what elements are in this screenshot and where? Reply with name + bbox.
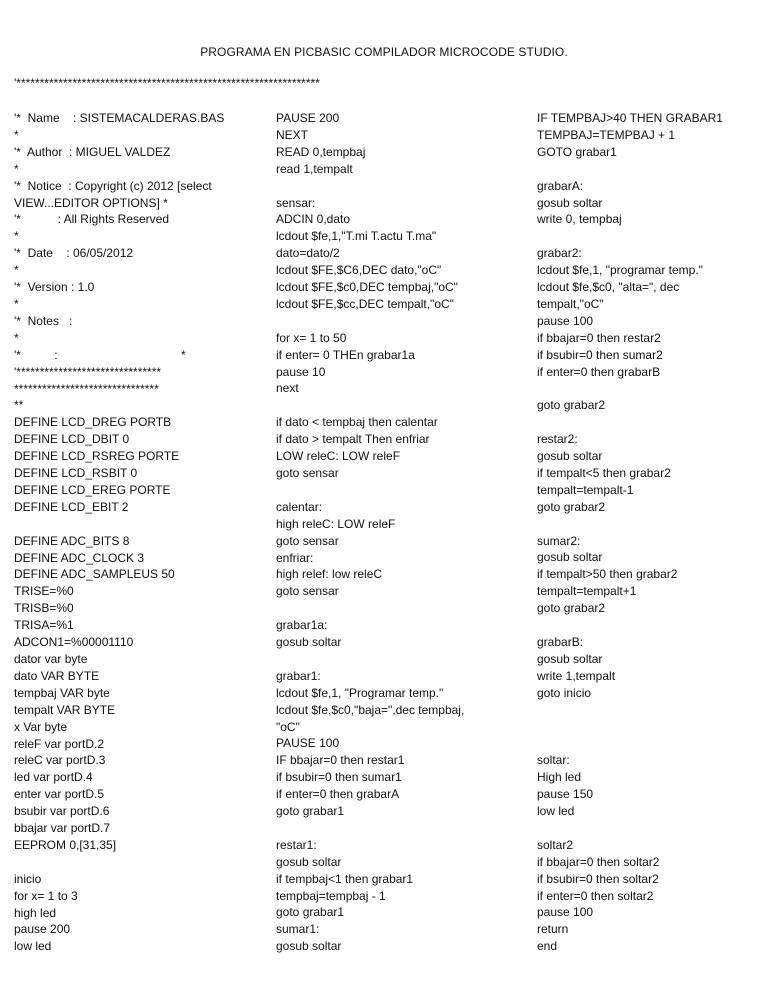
code-line: tempalt,"oC": [537, 296, 604, 311]
code-line: ADCON1=%00001110: [14, 635, 134, 650]
code-line: [537, 516, 757, 533]
code-line: lcdout $FE,$C6,DEC dato,"oC": [276, 263, 442, 278]
code-line: if dato < tempbaj then calentar: [276, 415, 438, 430]
code-line: sensar:: [276, 195, 316, 210]
code-line: bsubir var portD.6: [14, 804, 110, 819]
code-line: [276, 178, 516, 195]
code-line: releF var portD.2: [14, 736, 105, 751]
code-line: "oC": [276, 719, 300, 734]
code-line: high led: [14, 905, 57, 920]
code-line: TEMPBAJ=TEMPBAJ + 1: [537, 127, 676, 142]
code-line: READ 0,tempbaj: [276, 144, 366, 159]
code-line: VIEW...EDITOR OPTIONS] *: [14, 195, 168, 210]
code-line: DEFINE LCD_DBIT 0: [14, 432, 130, 447]
code-line: restar2:: [537, 432, 578, 447]
code-line: EEPROM 0,[31,35]: [14, 837, 117, 852]
code-line: x Var byte: [14, 719, 68, 734]
code-line: high relef: low releC: [276, 567, 383, 582]
code-line: DEFINE LCD_RSREG PORTE: [14, 449, 180, 464]
code-line: grabarA:: [537, 178, 584, 193]
code-line: if bsubir=0 then sumar1: [276, 770, 402, 785]
code-line: IF bbajar=0 then restar1: [276, 753, 405, 768]
code-line: dato VAR BYTE: [14, 668, 100, 683]
code-column-2: [276, 110, 516, 955]
code-line: gosub soltar: [276, 854, 342, 869]
code-line: lcdout $fe,$c0,"baja=",dec tempbaj,: [276, 702, 465, 717]
code-line: [537, 380, 757, 397]
code-line: gosub soltar: [537, 195, 603, 210]
code-line: [537, 414, 757, 431]
code-line: gosub soltar: [276, 635, 342, 650]
code-line: if dato > tempalt Then enfriar: [276, 432, 430, 447]
code-line: *: [14, 161, 19, 176]
code-line: tempalt=tempalt+1: [537, 584, 637, 599]
code-column-3: [537, 110, 757, 955]
code-line: tempbaj VAR byte: [14, 685, 110, 700]
code-line: PAUSE 100: [276, 736, 340, 751]
code-line: '* Name : SISTEMACALDERAS.BAS: [14, 111, 225, 125]
code-line: [537, 617, 757, 634]
code-line: GOTO grabar1: [537, 144, 617, 159]
code-line: '* Version : 1.0: [14, 280, 95, 295]
code-line: low led: [14, 939, 52, 954]
code-line: dator var byte: [14, 651, 88, 666]
code-line: tempalt=tempalt-1: [537, 482, 634, 497]
code-line: lcdout $FE,$cc,DEC tempalt,"oC": [276, 296, 454, 311]
code-line: [537, 820, 757, 837]
code-line: gosub soltar: [537, 550, 603, 565]
code-line: [276, 820, 516, 837]
code-line: led var portD.4: [14, 770, 93, 785]
code-line: for x= 1 to 50: [276, 330, 347, 345]
code-line: high releC: LOW releF: [276, 516, 396, 531]
code-line: for x= 1 to 3: [14, 888, 78, 903]
code-line: '* Notes :: [14, 313, 73, 328]
code-line: sumar1:: [276, 922, 320, 937]
code-line: if bbajar=0 then soltar2: [537, 854, 660, 869]
code-line: soltar2: [537, 837, 574, 852]
code-line: [537, 702, 757, 719]
code-line: grabarB:: [537, 635, 584, 649]
code-line: DEFINE ADC_SAMPLEUS 50: [14, 567, 175, 582]
code-line: *: [14, 330, 19, 345]
code-line: tempalt VAR BYTE: [14, 702, 116, 717]
code-line: ADCIN 0,dato: [276, 212, 351, 227]
code-line: if bsubir=0 then soltar2: [537, 871, 659, 886]
code-line: [14, 516, 244, 533]
code-line: if tempalt<5 then grabar2: [537, 465, 671, 480]
code-line: LOW releC: LOW releF: [276, 449, 401, 464]
code-line: goto grabar1: [276, 905, 345, 920]
code-line: DEFINE LCD_DREG PORTB: [14, 415, 172, 430]
code-line: goto grabar2: [537, 499, 606, 514]
code-line: DEFINE LCD_EBIT 2: [14, 499, 129, 514]
code-line: [537, 719, 757, 736]
code-line: if bsubir=0 then sumar2: [537, 347, 663, 362]
code-line: IF TEMPBAJ>40 THEN GRABAR1: [537, 111, 723, 125]
code-line: *: [14, 229, 19, 244]
code-column-1: [14, 110, 244, 955]
code-line: [537, 161, 757, 178]
code-line: pause 150: [537, 787, 594, 802]
code-line: goto grabar2: [537, 601, 606, 616]
code-line: *******************************: [14, 381, 159, 396]
code-line: TRISB=%0: [14, 601, 74, 616]
code-line: goto sensar: [276, 533, 339, 548]
code-line: if enter=0 then grabarA: [276, 787, 400, 802]
header-star-rule: '*****************************************************************: [14, 76, 320, 90]
code-line: if enter=0 then soltar2: [537, 888, 654, 903]
code-line: inicio: [14, 871, 42, 886]
code-line: TRISA=%1: [14, 618, 74, 633]
code-line: [14, 854, 244, 871]
code-line: grabar2:: [537, 246, 582, 261]
code-line: calentar:: [276, 499, 323, 514]
code-line: DEFINE ADC_BITS 8: [14, 533, 130, 548]
code-line: pause 100: [537, 313, 594, 328]
code-line: *: [14, 296, 19, 311]
code-line: '* Notice : Copyright (c) 2012 [select: [14, 178, 212, 193]
code-line: High led: [537, 770, 582, 785]
code-line: if bbajar=0 then restar2: [537, 330, 661, 345]
code-line: lcdout $fe,1, "programar temp.": [537, 263, 703, 278]
code-line: goto grabar1: [276, 804, 345, 819]
code-line: tempbaj=tempbaj - 1: [276, 888, 386, 903]
code-line: soltar:: [537, 753, 570, 768]
code-line: return: [537, 922, 569, 937]
code-line: end: [537, 939, 558, 954]
code-line: '* : *: [14, 347, 186, 362]
code-line: NEXT: [276, 127, 309, 142]
code-line: enfriar:: [276, 550, 314, 565]
code-line: goto sensar: [276, 584, 339, 599]
code-line: goto grabar2: [537, 398, 606, 413]
code-line: goto sensar: [276, 465, 339, 480]
code-line: [276, 397, 516, 414]
code-line: gosub soltar: [537, 449, 603, 464]
code-line: dato=dato/2: [276, 246, 340, 261]
code-line: write 1,tempalt: [537, 668, 616, 683]
code-line: if enter= 0 THEn grabar1a: [276, 347, 415, 362]
code-line: **: [14, 398, 24, 413]
code-line: DEFINE LCD_RSBIT 0: [14, 466, 138, 481]
code-line: [537, 735, 757, 752]
code-line: read 1,tempalt: [276, 161, 353, 176]
code-line: [537, 228, 757, 245]
code-line: if tempbaj<1 then grabar1: [276, 871, 414, 886]
document-title: PROGRAMA EN PICBASIC COMPILADOR MICROCODE STUDIO.: [200, 45, 568, 59]
code-line: DEFINE LCD_EREG PORTE: [14, 482, 171, 497]
code-line: PAUSE 200: [276, 111, 340, 125]
code-line: lcdout $fe,1,"T.mi T.actu T.ma": [276, 229, 437, 244]
code-line: pause 10: [276, 364, 326, 379]
code-line: pause 200: [14, 922, 71, 937]
code-line: lcdout $fe,1, "Programar temp.": [276, 685, 444, 700]
code-line: pause 100: [537, 905, 594, 920]
code-line: restar1:: [276, 837, 317, 852]
code-line: releC var portD.3: [14, 753, 106, 768]
code-line: *: [14, 263, 19, 278]
code-line: [276, 651, 516, 668]
code-line: goto inicio: [537, 685, 592, 700]
code-line: '*******************************: [14, 364, 162, 379]
code-line: if tempalt>50 then grabar2: [537, 567, 678, 582]
code-line: bbajar var portD.7: [14, 821, 111, 836]
code-line: [276, 600, 516, 617]
code-line: [276, 313, 516, 330]
code-line: DEFINE ADC_CLOCK 3: [14, 550, 145, 565]
code-line: TRISE=%0: [14, 584, 74, 599]
code-line: write 0, tempbaj: [537, 212, 622, 227]
code-line: lcdout $fe,$c0, "alta=", dec: [537, 280, 680, 295]
code-line: '* : All Rights Reserved: [14, 212, 170, 227]
code-line: if enter=0 then grabarB: [537, 364, 661, 379]
code-line: gosub soltar: [276, 939, 342, 954]
code-line: '* Author : MIGUEL VALDEZ: [14, 144, 171, 159]
code-line: '* Date : 06/05/2012: [14, 246, 134, 261]
code-line: [276, 482, 516, 499]
code-line: lcdout $FE,$c0,DEC tempbaj,"oC": [276, 280, 458, 295]
code-line: enter var portD.5: [14, 787, 105, 802]
code-line: sumar2:: [537, 533, 581, 548]
code-line: *: [14, 127, 19, 142]
code-line: next: [276, 381, 299, 396]
code-line: grabar1a:: [276, 618, 328, 633]
code-line: grabar1:: [276, 668, 321, 683]
code-line: gosub soltar: [537, 651, 603, 666]
code-line: low led: [537, 804, 575, 819]
